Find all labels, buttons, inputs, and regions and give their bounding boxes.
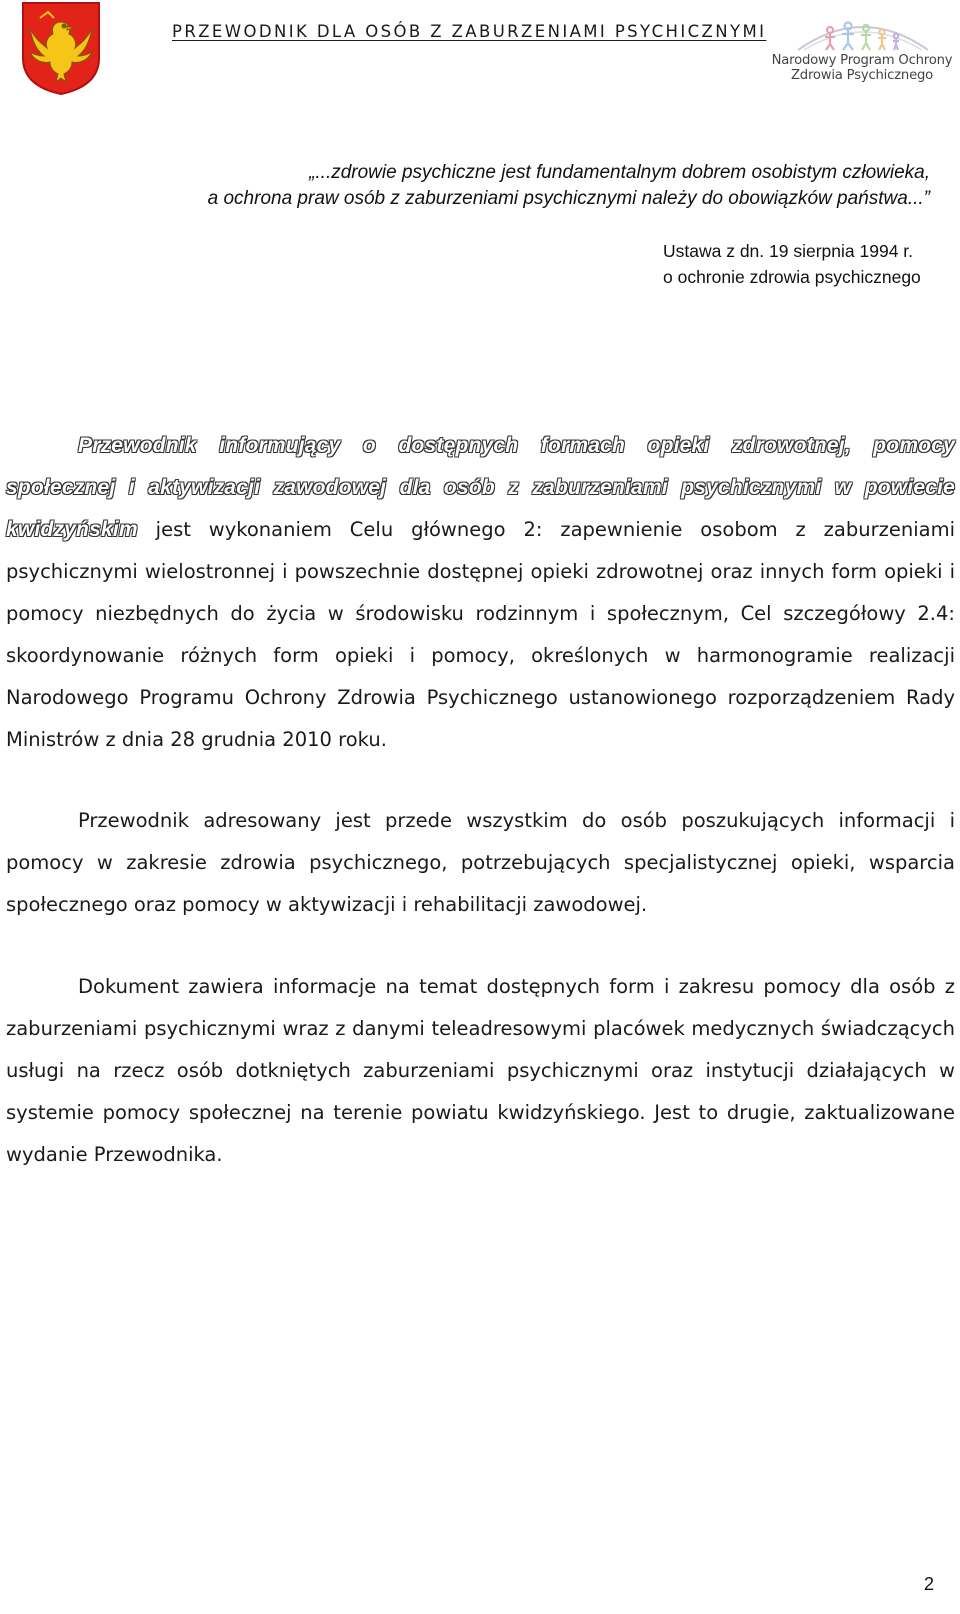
paragraph-purpose-lead: Przewodnik informujący o dostępnych formach opieki zdrowotnej, pomocy społecznej i aktywizacji zawodowej dla osób z zaburzeniami psychicznymi w powiecie kwidzyńskim bbox=[6, 434, 955, 541]
header-title: PRZEWODNIK DLA OSÓB Z ZABURZENIAMI PSYCHICZNYMI bbox=[172, 22, 767, 41]
quote-source bbox=[663, 238, 921, 290]
npoz-logo-line2: Zdrowia Psychicznego bbox=[790, 68, 934, 83]
quote-source-line-1: Ustawa z dn. 19 sierpnia 1994 r. bbox=[663, 241, 914, 261]
page-number: 2 bbox=[923, 1574, 934, 1594]
npoz-logo-text bbox=[764, 53, 960, 83]
paragraph-contents: Dokument zawiera informacje na temat dostępnych form i zakresu pomocy dla osób z zaburzeniami psychicznymi wraz z danymi teleadresowymi placówek medycznych świadczących usługi na rzecz osób dotkniętych zaburzeniami psychicznymi oraz instytucji działających w systemie pomocy społecznej na terenie powiatu kwidzyńskiego. Jest to drugie, zaktualizowane wydanie Przewodnika. bbox=[6, 975, 955, 1166]
epigraph-quote bbox=[30, 160, 930, 212]
paragraph-audience: Przewodnik adresowany jest przede wszystkim do osób poszukujących informacji i pomocy w zakresie zdrowia psychicznego, potrzebujących specjalistycznej opieki, wsparcia społecznego oraz pomocy w aktywizacji i rehabilitacji zawodowej. bbox=[6, 809, 955, 916]
npoz-logo-line1: Narodowy Program Ochrony bbox=[771, 53, 953, 68]
quote-line-2: a ochrona praw osób z zaburzeniami psychicznymi należy do obowiązków państwa...” bbox=[207, 188, 930, 209]
quote-source-line-2: o ochronie zdrowia psychicznego bbox=[663, 267, 921, 287]
paragraph-purpose-body: jest wykonaniem Celu głównego 2: zapewnienie osobom z zaburzeniami psychicznymi wielostronnej i powszechnie dostępnej opieki zdrowotnej oraz innych form opieki i pomocy niezbędnych do życia w środowisku rodzinnym i społecznym, Cel szczegółowy 2.4: skoordynowanie różnych form opieki i pomocy, określonych w harmonogramie realizacji Narodowego Programu Ochrony Zdrowia Psychicznego ustanowionego rozporządzeniem Rady Ministrów z dnia 28 grudnia 2010 roku. bbox=[6, 518, 955, 751]
paragraph-purpose bbox=[6, 425, 955, 761]
quote-line-1: „...zdrowie psychiczne jest fundamentalnym dobrem osobistym człowieka, bbox=[309, 162, 930, 183]
coat-of-arms-icon bbox=[20, 0, 102, 96]
